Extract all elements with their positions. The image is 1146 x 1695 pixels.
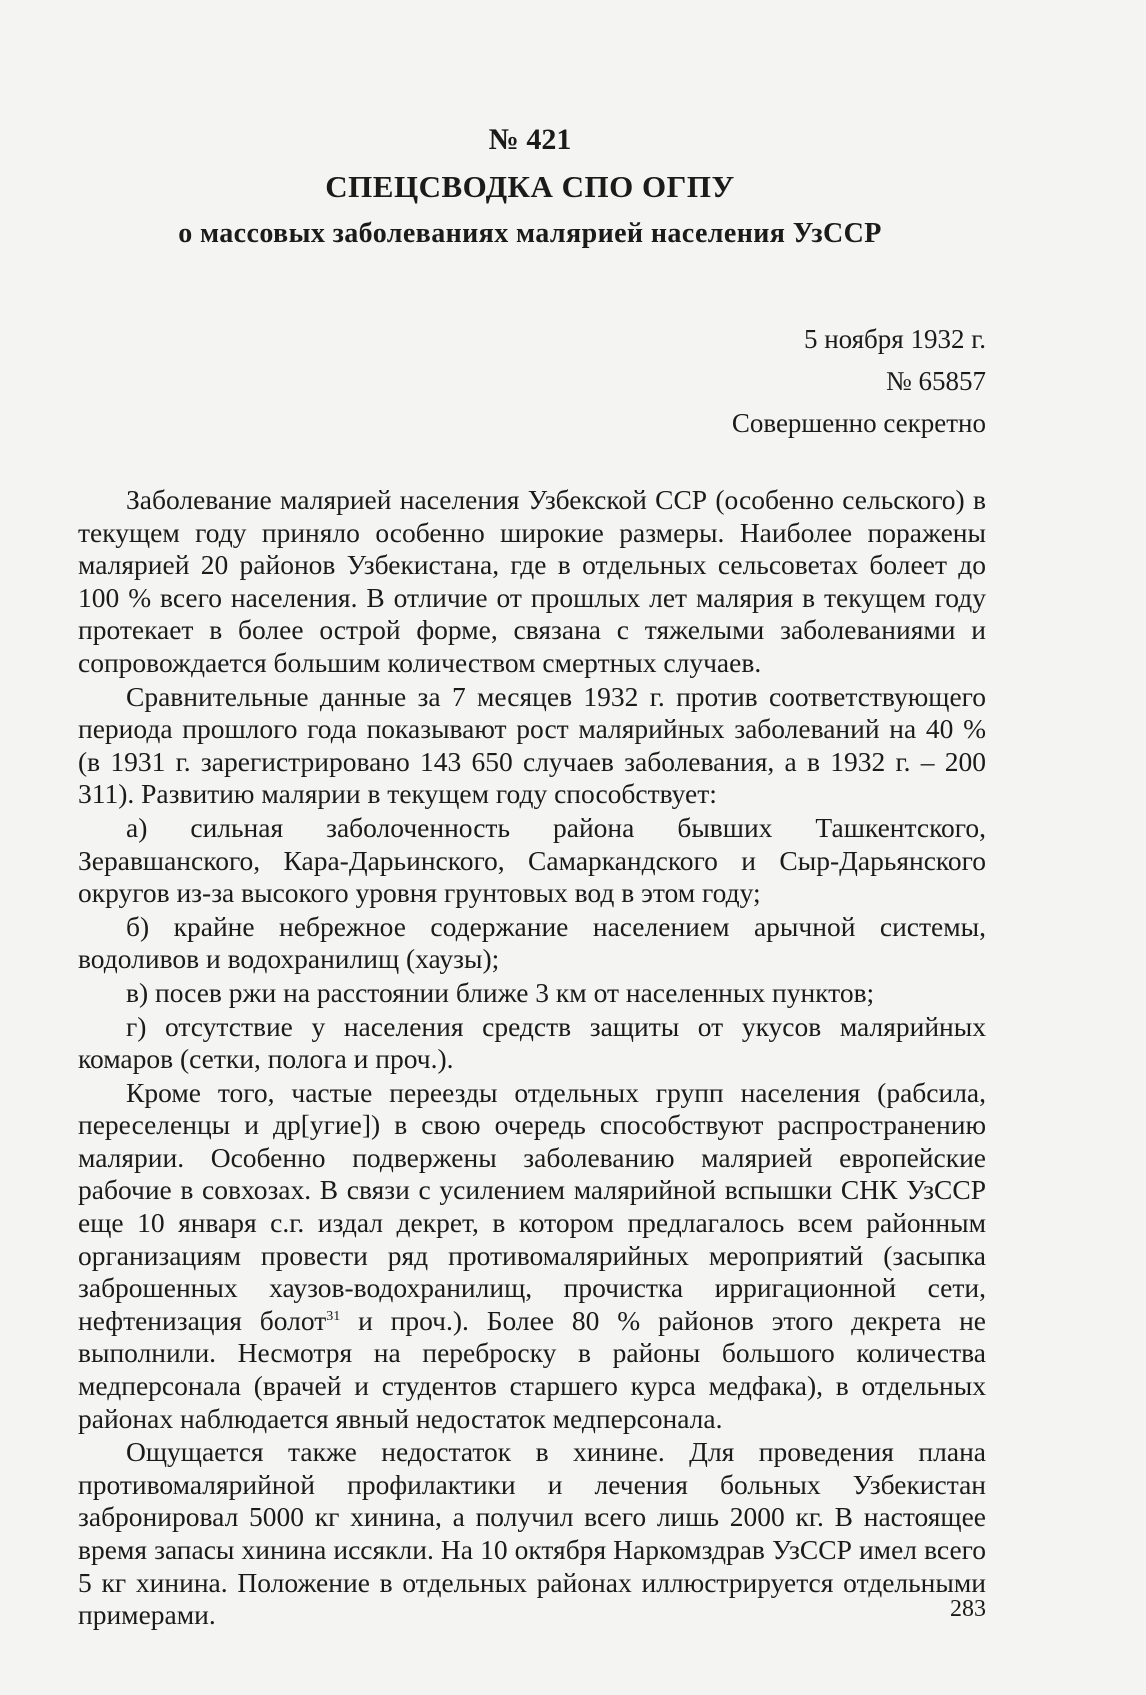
page-number: 283: [950, 1596, 986, 1622]
paragraph-3: [78, 1077, 986, 1436]
registration-number: № 65857: [885, 366, 986, 396]
list-item-a: а) сильная заболоченность района бывших Ташкентского, Зеравшанского, Кара-Дарьинского, Самаркандского и Сыр-Дарьянского округов из-за высокого уровня грунтовых вод в этом году;: [78, 811, 986, 909]
document-meta: [732, 318, 986, 444]
document-type-heading: СПЕЦСВОДКА СПО ОГПУ: [325, 169, 735, 204]
footnote-reference: 31: [326, 1308, 341, 1324]
document-number: № 421: [488, 123, 572, 156]
paragraph-3-end: и проч.). Более 80 % районов этого декрета не выполнили. Несмотря на переброску в районы большого количества медперсонала (врачей и студентов старшего курса медфака), в отдельных районах наблюдается явный недостаток медперсонала.: [78, 1304, 986, 1434]
list-item-g: г) отсутствие у населения средств защиты от укусов малярийных комаров (сетки, полога и проч.).: [78, 1010, 986, 1075]
document-date: 5 ноября 1932 г.: [803, 324, 986, 354]
classification-mark: Совершенно секретно: [731, 408, 986, 438]
paragraph-3-start: Кроме того, частые переезды отдельных групп населения (рабсила, переселенцы и др[угие]) в свою очередь способствуют распространению малярии. Особенно подвержены заболеванию малярией европейские рабочие в совхозах. В связи с усилением малярийной вспышки СНК УзССР еще 10 января с.г. издал декрет, в котором предлагалось всем районным организациям провести ряд противомалярийных мероприятий (засыпка заброшенных хаузов-водохранилищ, прочистка ирригационной сети, нефтенизация болот: [78, 1076, 986, 1336]
title-block: [0, 118, 1060, 256]
document-body: [78, 484, 986, 1633]
list-item-b: б) крайне небрежное содержание населением арычной системы, водоливов и водохранилищ (хаузы);: [78, 910, 986, 975]
paragraph-1: Заболевание малярией населения Узбекской ССР (особенно сельского) в текущем году приняло особенно широкие размеры. Наиболее поражены малярией 20 районов Узбекистана, где в отдельных сельсоветах болеет до 100 % всего населения. В отличие от прошлых лет малярия в текущем году протекает в более острой форме, связана с тяжелыми заболеваниями и сопровождается большим количеством смертных случаев.: [78, 484, 986, 678]
document-subject-heading: о массовых заболеваниях малярией населения УзССР: [178, 218, 882, 249]
list-item-v: в) посев ржи на расстоянии ближе 3 км от населенных пунктов;: [126, 976, 875, 1008]
paragraph-2: Сравнительные данные за 7 месяцев 1932 г. против соответствующего периода прошлого года показывают рост малярийных заболеваний на 40 % (в 1931 г. зарегистрировано 143 650 случаев заболевания, а в 1932 г. – 200 311). Развитию малярии в текущем году способствует:: [78, 680, 986, 810]
paragraph-4: Ощущается также недостаток в хинине. Для проведения плана противомалярийной профилактики и лечения больных Узбекистан забронировал 5000 кг хинина, а получил всего лишь 2000 кг. В настоящее время запасы хинина иссякли. На 10 октября Наркомздрав УзССР имел всего 5 кг хинина. Положение в отдельных районах иллюстрируется отдельными примерами.: [78, 1436, 986, 1631]
